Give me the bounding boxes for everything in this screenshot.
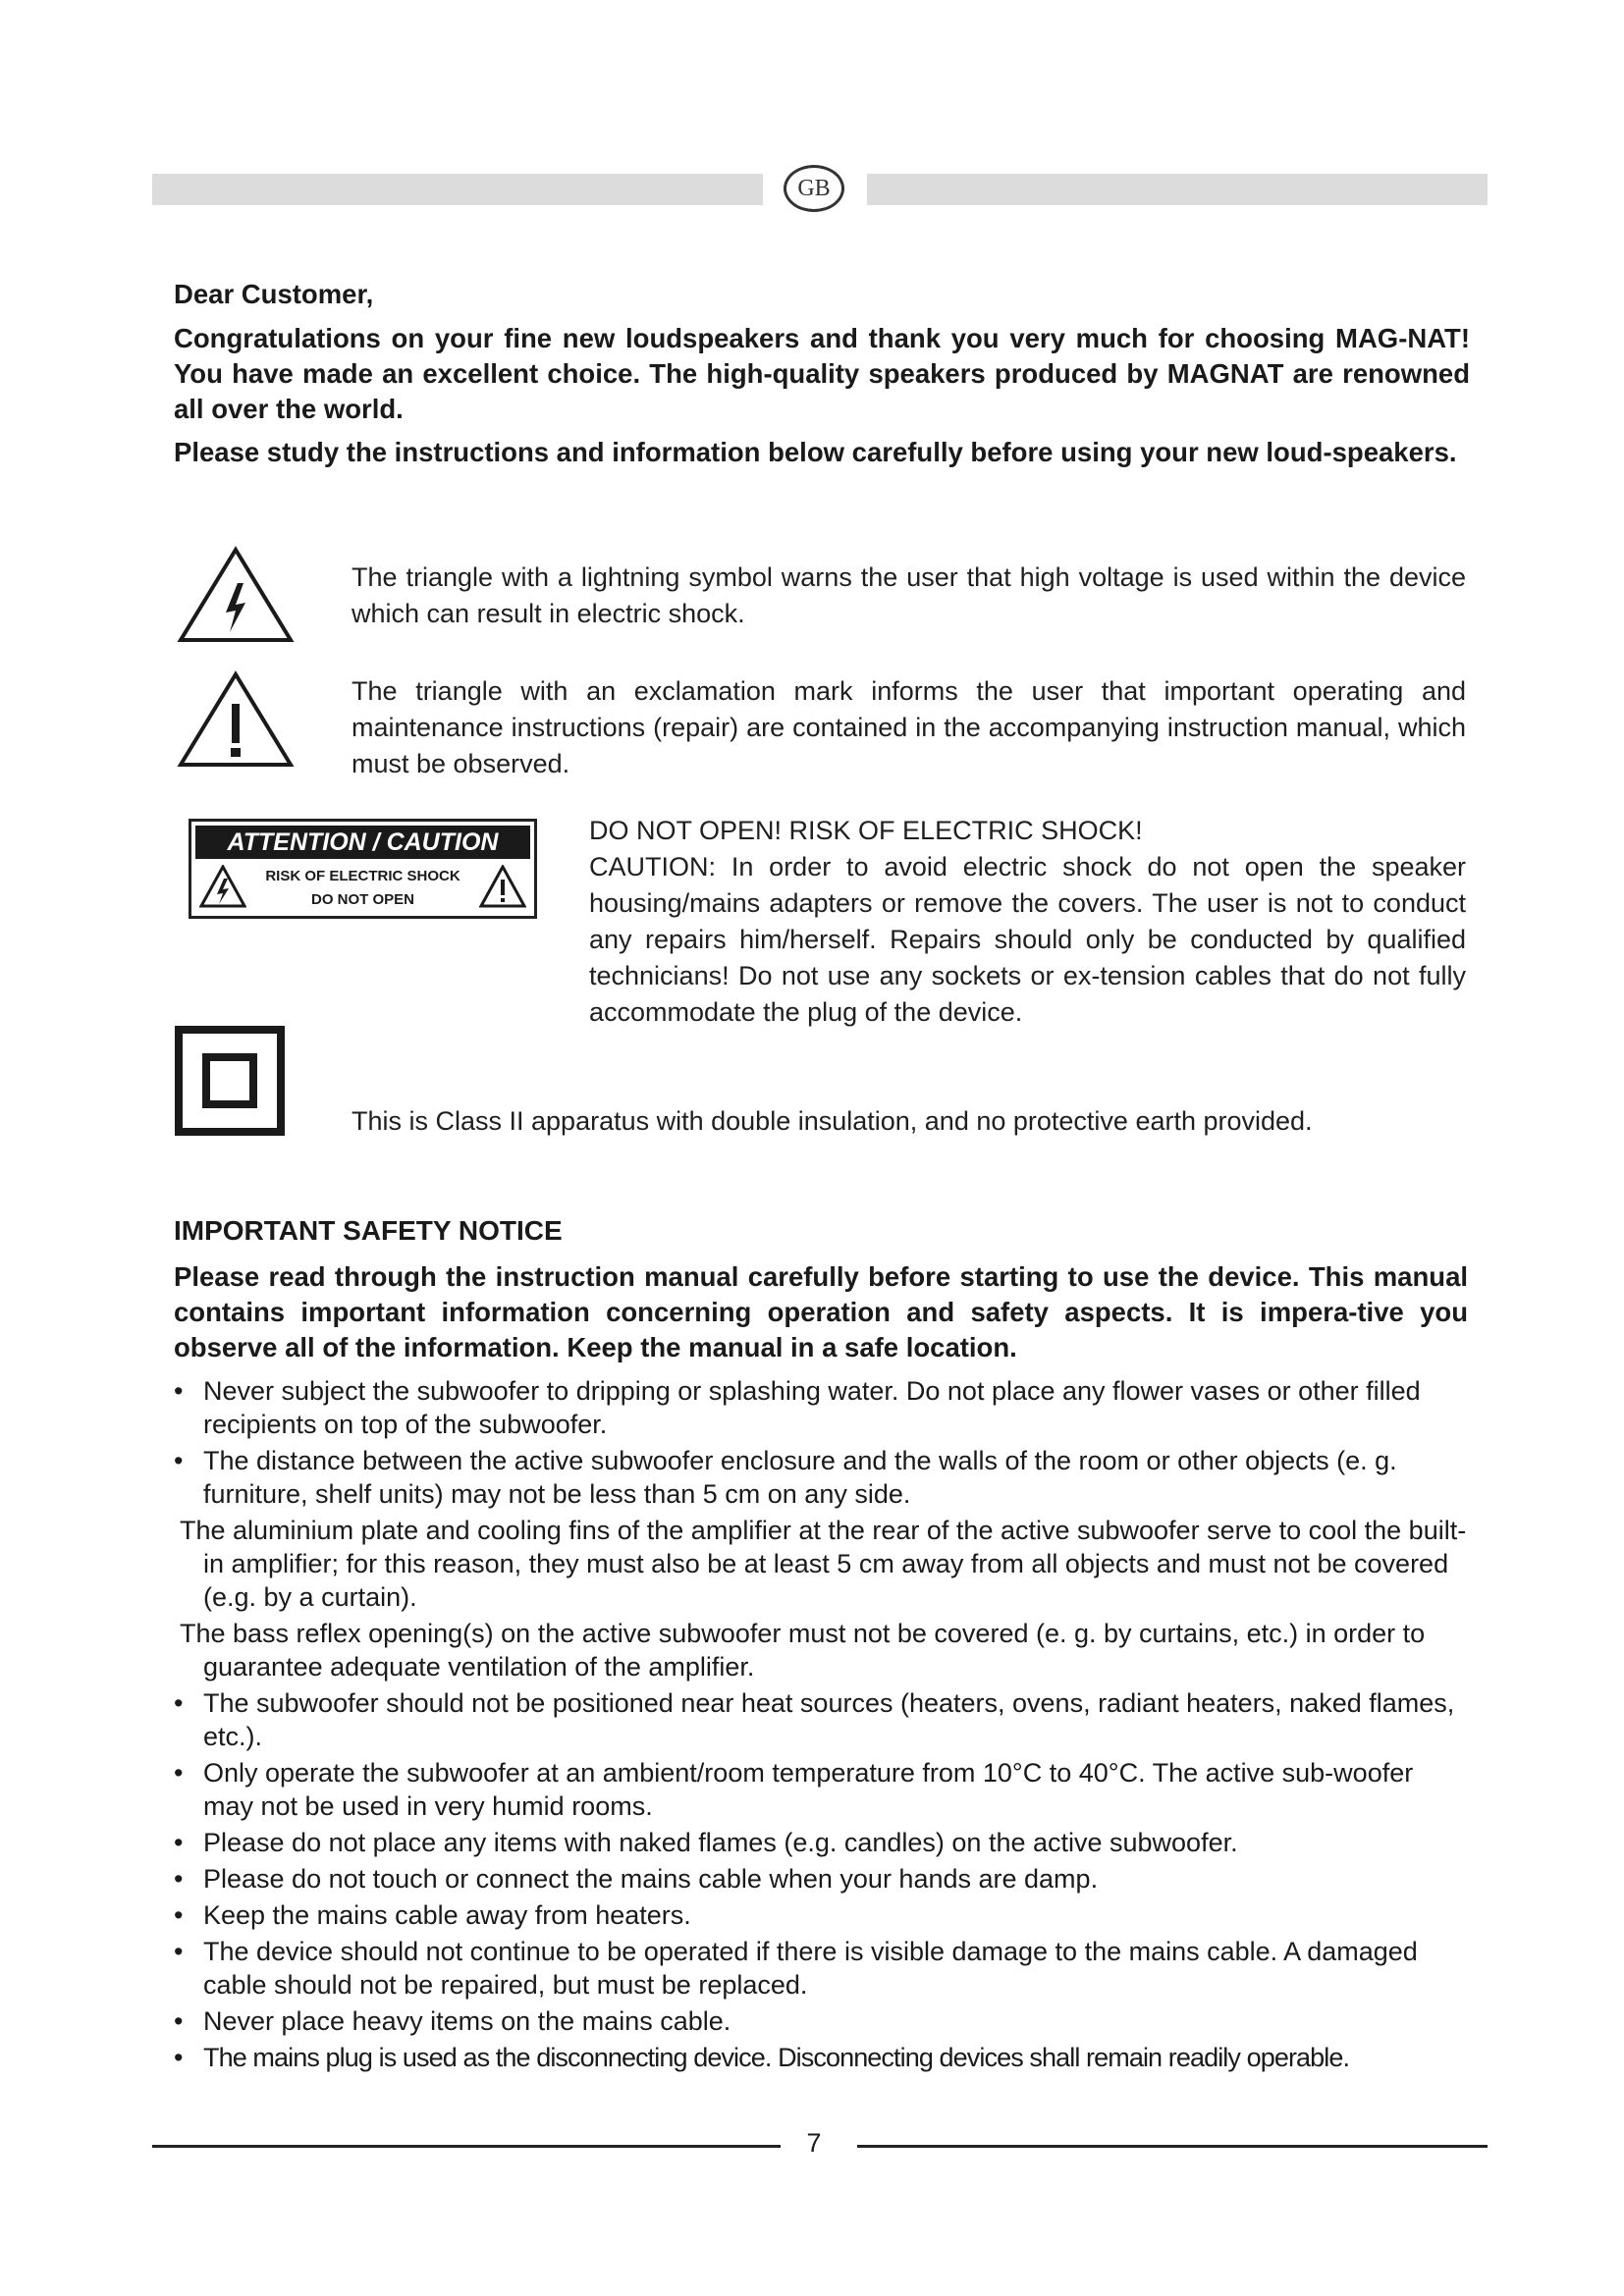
label-lightning-icon	[199, 865, 246, 908]
header-bar-right	[867, 174, 1488, 205]
list-item-text: Never subject the subwoofer to dripping or splashing water. Do not place any flower vases or other filled recipients on top of the subwoofer.	[203, 1376, 1421, 1439]
list-item-text: The subwoofer should not be positioned near heat sources (heaters, ovens, radiant heaters, naked flames, etc.).	[203, 1688, 1455, 1751]
list-item	[174, 2004, 1468, 2038]
safety-notice-title: IMPORTANT SAFETY NOTICE	[174, 1215, 563, 1246]
bullet-marker: •	[174, 1758, 184, 1788]
greeting: Dear Customer,	[174, 279, 374, 309]
list-item	[174, 1898, 1468, 1932]
lightning-warning-icon	[177, 546, 295, 644]
bullet-marker: •	[174, 1446, 184, 1475]
list-item-text: The distance between the active subwoofer enclosure and the walls of the room or other objects (e. g. furniture, shelf units) may not be less than 5 cm on any side.	[203, 1446, 1397, 1509]
gb-language-badge: GB	[784, 165, 844, 212]
bullet-marker: •	[174, 1864, 184, 1894]
bullet-marker: •	[174, 1688, 184, 1718]
bullet-marker: •	[174, 1828, 184, 1857]
caution-paragraph: CAUTION: In order to avoid electric shock do not open the speaker housing/mains adapters or remove the covers. The user is not to conduct any repairs him/herself. Repairs should only be conducted by qualified technicians! Do not use any sockets or ex-tension cables that do not fully accommodate the plug of the device.	[589, 852, 1466, 1027]
bullet-marker: •	[174, 2043, 183, 2072]
list-item	[174, 1514, 1468, 1614]
caution-label-title: ATTENTION / CAUTION	[195, 826, 530, 859]
bullet-marker: •	[174, 1376, 184, 1406]
attention-caution-label	[189, 819, 537, 919]
list-item-text: Only operate the subwoofer at an ambient/room temperature from 10°C to 40°C. The active sub-woofer may not be used in very humid rooms.	[203, 1758, 1414, 1821]
exclamation-symbol-text: The triangle with an exclamation mark informs the user that important operating and maintenance instructions (repair) are contained in the accompanying instruction manual, which must be observed.	[352, 676, 1466, 778]
list-item	[174, 1374, 1468, 1441]
list-item	[174, 1826, 1468, 1859]
bullet-marker: •	[174, 2006, 184, 2036]
list-item	[174, 1756, 1468, 1823]
study-instructions-paragraph: Please study the instructions and information below carefully before using your new loud-speakers.	[174, 437, 1457, 467]
bullet-marker: •	[174, 1900, 184, 1930]
list-item-text: The mains plug is used as the disconnecting device. Disconnecting devices shall remain readily operable.	[203, 2043, 1350, 2072]
class-ii-text: This is Class II apparatus with double insulation, and no protective earth provided.	[352, 1106, 1313, 1136]
safety-list	[174, 1374, 1468, 2077]
congratulations-paragraph: Congratulations on your fine new loudspeakers and thank you very much for choosing MAG-NAT! You have made an excellent choice. The high-quality speakers produced by MAGNAT are renowned all over the world.	[174, 323, 1470, 424]
label-exclamation-icon	[479, 865, 526, 908]
footer-rule-left	[152, 2145, 781, 2148]
safety-notice-lead: Please read through the instruction manual carefully before starting to use the device. This manual contains important information concerning operation and safety aspects. It is impera-tive you observe all of the information. Keep the manual in a safe location.	[174, 1261, 1468, 1362]
list-item-text: Keep the mains cable away from heaters.	[203, 1900, 691, 1930]
list-item-text: The device should not continue to be operated if there is visible damage to the mains cable. A damaged cable should not be repaired, but must be replaced.	[203, 1937, 1418, 2000]
header-bar-left	[152, 174, 763, 205]
list-item	[174, 1935, 1468, 2002]
list-item	[174, 1862, 1468, 1896]
list-item	[174, 1617, 1468, 1683]
lightning-symbol-text: The triangle with a lightning symbol warns the user that high voltage is used within the device which can result in electric shock.	[352, 562, 1466, 628]
list-item	[174, 2041, 1468, 2074]
list-item	[174, 1686, 1468, 1753]
caution-label-subtext	[252, 865, 473, 912]
list-item-text: The aluminium plate and cooling fins of the amplifier at the rear of the active subwoofer serve to cool the built-in amplifier; for this reason, they must also be at least 5 cm away from all objects and must not be covered (e.g. by a curtain).	[180, 1516, 1467, 1612]
class-ii-double-insulation-icon	[175, 1026, 285, 1136]
caution-label-line1: RISK OF ELECTRIC SHOCK	[265, 868, 460, 884]
bullet-marker: •	[174, 1937, 184, 1966]
caution-label-line2: DO NOT OPEN	[310, 891, 414, 908]
list-item	[174, 1444, 1468, 1511]
exclamation-warning-icon	[177, 670, 295, 769]
page-number: 7	[806, 2128, 822, 2158]
caution-heading: DO NOT OPEN! RISK OF ELECTRIC SHOCK!	[589, 816, 1143, 845]
footer-rule-right	[857, 2145, 1488, 2148]
list-item-text: Please do not touch or connect the mains cable when your hands are damp.	[203, 1864, 1099, 1894]
list-item-text: Never place heavy items on the mains cable.	[203, 2006, 731, 2036]
list-item-text: The bass reflex opening(s) on the active subwoofer must not be covered (e. g. by curtains, etc.) in order to guarantee adequate ventilation of the amplifier.	[180, 1619, 1426, 1682]
list-item-text: Please do not place any items with naked flames (e.g. candles) on the active subwoofer.	[203, 1828, 1238, 1857]
